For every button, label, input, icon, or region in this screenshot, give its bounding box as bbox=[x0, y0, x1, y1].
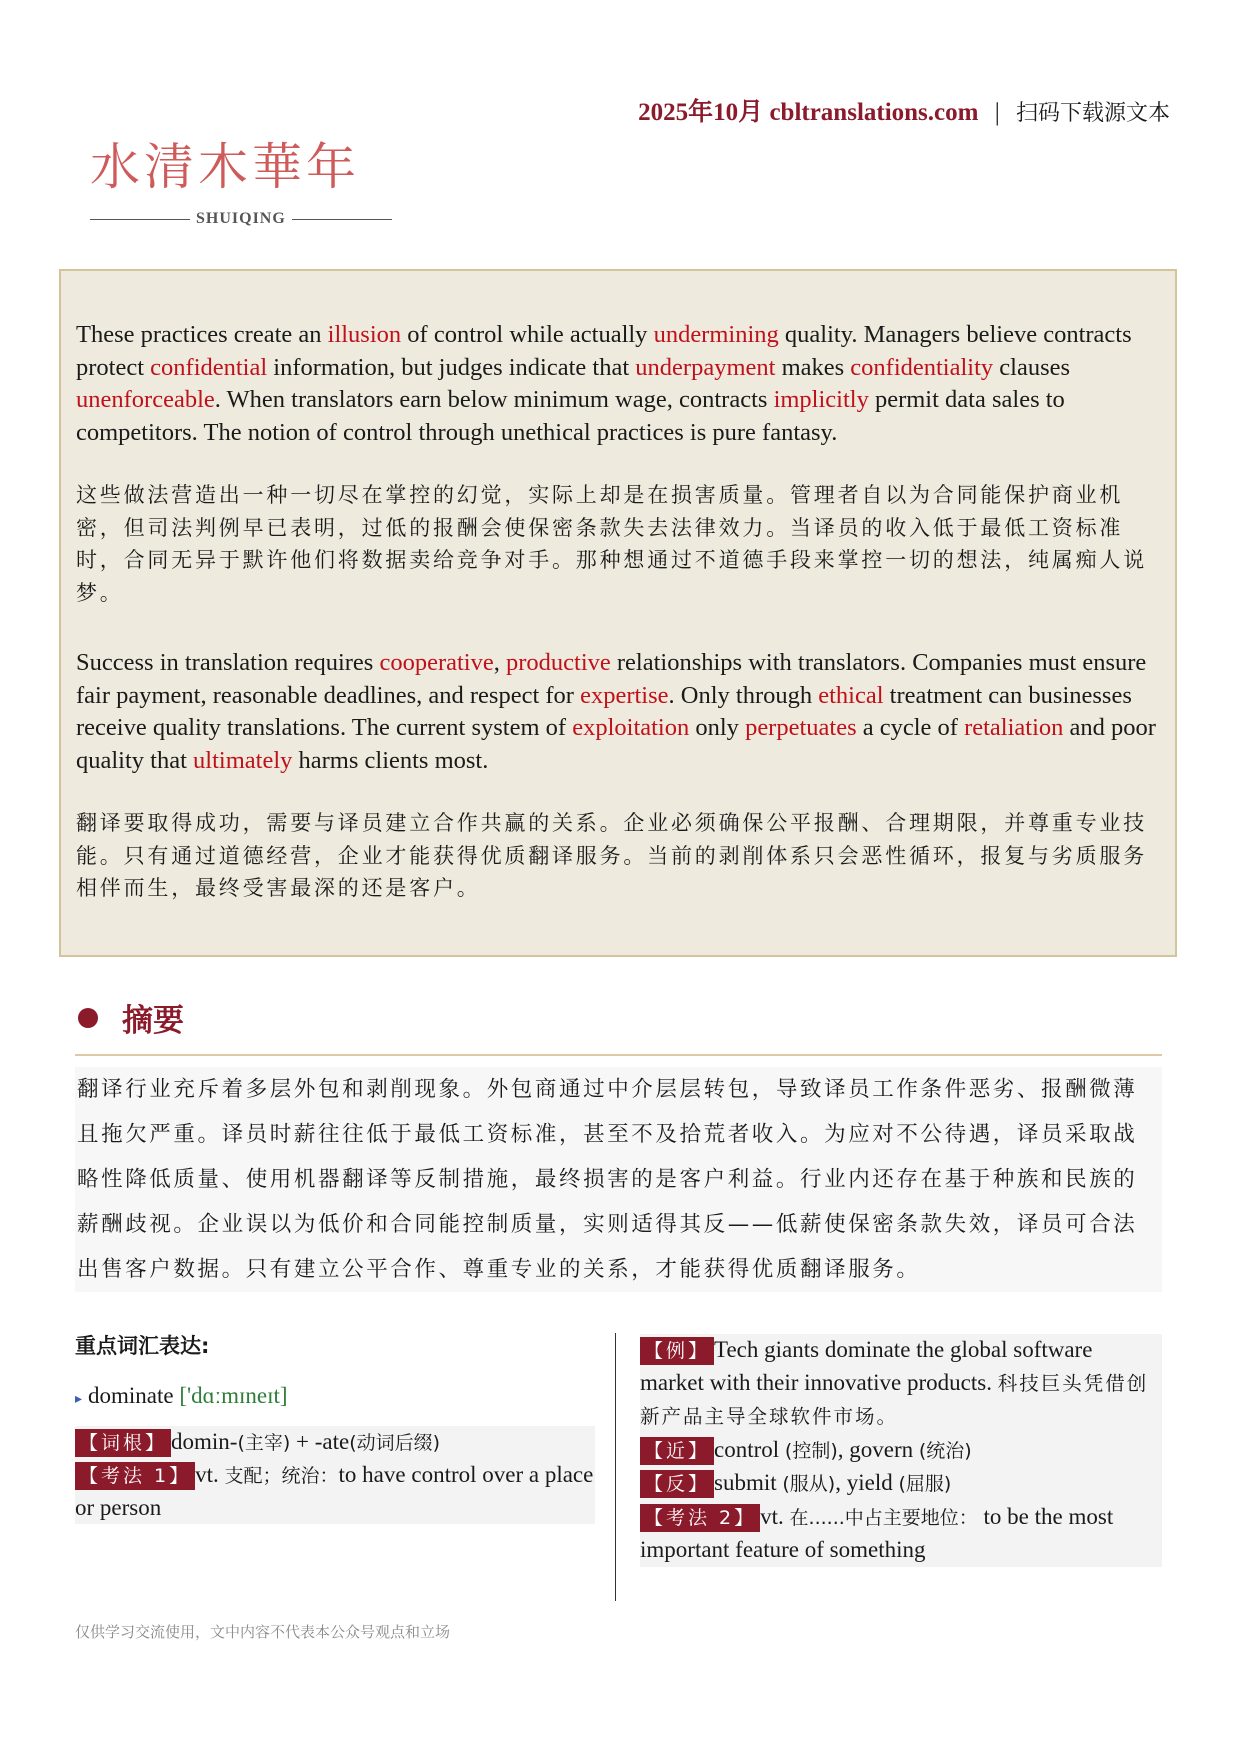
footer-disclaimer: 仅供学习交流使用，文中内容不代表本公众号观点和立场 bbox=[75, 1623, 451, 1641]
synonym-1: control bbox=[714, 1436, 785, 1462]
paragraph-text: quality. Managers believe contracts protect bbox=[76, 321, 1132, 381]
arrow-icon: ▸ bbox=[75, 1392, 83, 1407]
headword-line bbox=[75, 1380, 595, 1416]
summary-title: 摘要 bbox=[122, 1003, 184, 1039]
antonym-1-meaning: (服从) bbox=[782, 1473, 836, 1495]
paragraph-text: only bbox=[689, 714, 746, 741]
paragraph-text: . When translators earn below minimum wage, contracts bbox=[214, 386, 774, 413]
english-paragraph-2 bbox=[76, 647, 1159, 777]
paragraph-text: , bbox=[493, 649, 506, 676]
kaofa-2-chinese: 在......中占主要地位： bbox=[789, 1506, 978, 1529]
paragraph-text: of control while actually bbox=[401, 321, 654, 348]
antonym-1: submit bbox=[714, 1470, 783, 1495]
vocab-word: undermining bbox=[653, 321, 779, 348]
paragraph-text: treatment can businesses receive quality translations. The current system of bbox=[76, 681, 1132, 741]
paragraph-text: permit data sales to competitors. The notion of control through unethical practices is pure fantasy. bbox=[76, 386, 1065, 446]
site-link[interactable]: cbltranslations.com bbox=[769, 99, 979, 126]
issue-date: 2025年10月 bbox=[638, 99, 764, 126]
kaofa-2-pos: vt. bbox=[760, 1503, 790, 1529]
vocab-word: productive bbox=[505, 649, 611, 676]
vocab-word: implicitly bbox=[773, 386, 869, 413]
example-chinese: 科技巨头凭借创新产品主导全球软件市场。 bbox=[640, 1371, 1149, 1428]
root-line bbox=[75, 1426, 595, 1459]
kaofa-1-english: to have control over a place or person bbox=[75, 1462, 594, 1520]
logo-subtitle bbox=[90, 210, 410, 228]
vocab-word: cooperative bbox=[379, 649, 494, 676]
headword: dominate bbox=[88, 1383, 174, 1408]
kaofa-2-line bbox=[640, 1501, 1162, 1567]
root-part-2: + -ate bbox=[290, 1429, 350, 1454]
vocab-word: confidentiality bbox=[850, 353, 994, 381]
summary-heading bbox=[75, 995, 1162, 1056]
vocab-word: exploitation bbox=[572, 714, 690, 741]
phonetic: ['dɑːmɪneɪt] bbox=[179, 1383, 288, 1408]
paragraph-text: a cycle of bbox=[856, 714, 965, 741]
kaofa-1-pos: vt. bbox=[195, 1462, 225, 1487]
antonym-2: , yield bbox=[835, 1470, 899, 1495]
vocab-word: perpetuates bbox=[745, 714, 857, 741]
vocab-word: illusion bbox=[327, 321, 402, 348]
kaofa-2-tag: 【考法 2】 bbox=[640, 1504, 760, 1532]
kaofa-1-chinese: 支配；统治： bbox=[224, 1465, 339, 1487]
root-tag: 【词根】 bbox=[75, 1429, 171, 1457]
vocab-word: confidential bbox=[150, 353, 268, 381]
logo-rule-right bbox=[292, 219, 392, 220]
logo-rule-left bbox=[90, 219, 190, 220]
paragraph-text: Success in translation requires bbox=[76, 649, 380, 676]
download-source-text: 扫码下载源文本 bbox=[1015, 100, 1170, 125]
synonym-1-meaning: (控制) bbox=[784, 1439, 838, 1462]
logo-chinese-wordmark: 水清木華年 bbox=[90, 138, 360, 196]
example-english: Tech giants dominate the global software market with their innovative products. bbox=[640, 1337, 1093, 1395]
vocabulary-right-column bbox=[640, 1334, 1162, 1567]
kaofa-2-english: to be the most important feature of something bbox=[640, 1503, 1114, 1562]
synonym-2: , govern bbox=[837, 1436, 919, 1462]
paragraph-text: clauses bbox=[993, 353, 1071, 381]
passage-box bbox=[59, 269, 1177, 957]
bullet-dot-icon bbox=[78, 1008, 98, 1028]
english-paragraph-1 bbox=[76, 319, 1159, 449]
paragraph-text: . Only through bbox=[668, 681, 819, 709]
vocab-word: ultimately bbox=[193, 746, 293, 774]
paragraph-text: These practices create an bbox=[76, 321, 328, 348]
vocabulary-title: 重点词汇表达: bbox=[75, 1334, 210, 1358]
paragraph-text: harms clients most. bbox=[292, 746, 489, 774]
paragraph-text: information, but judges indicate that bbox=[267, 353, 636, 381]
synonym-2-meaning: (统治) bbox=[918, 1439, 972, 1462]
paragraph-text: relationships with translators. Companies must ensure fair payment, reasonable deadlines, and respect for bbox=[76, 649, 1147, 709]
root-part-1-meaning: (主宰) bbox=[237, 1432, 291, 1454]
example-tag: 【例】 bbox=[640, 1337, 714, 1365]
antonym-tag: 【反】 bbox=[640, 1470, 714, 1498]
paragraph-text: and poor quality that bbox=[76, 714, 1156, 774]
summary-body: 翻译行业充斥着多层外包和剥削现象。外包商通过中介层层转包，导致译员工作条件恶劣、报酬微薄且拖欠严重。译员时薪往往低于最低工资标准，甚至不及拾荒者收入。为应对不公待遇，译员采取战略性降低质量、使用机器翻译等反制措施，最终损害的是客户利益。行业内还存在基于种族和民族的薪酬歧视。企业误以为低价和合同能控制质量，实则适得其反——低薪使保密条款失效，译员可合法出售客户数据。只有建立公平合作、尊重专业的关系，才能获得优质翻译服务。 bbox=[75, 1067, 1162, 1292]
root-and-definition bbox=[75, 1426, 595, 1524]
paragraph-text: makes bbox=[775, 353, 851, 381]
vocab-word: retaliation bbox=[964, 714, 1064, 741]
kaofa-1-tag: 【考法 1】 bbox=[75, 1462, 195, 1490]
vocab-word: unenforceable bbox=[76, 386, 215, 413]
root-part-2-meaning: (动词后缀) bbox=[349, 1432, 441, 1454]
vocab-word: underpayment bbox=[635, 353, 776, 381]
vocab-word: ethical bbox=[818, 681, 884, 709]
chinese-translation-1: 这些做法营造出一种一切尽在掌控的幻觉，实际上却是在损害质量。管理者自以为合同能保护商业机密，但司法判例早已表明，过低的报酬会使保密条款失去法律效力。当译员的收入低于最低工资标准时，合同无异于默许他们将数据卖给竞争对手。那种想通过不道德手段来掌控一切的想法，纯属痴人说梦。 bbox=[76, 483, 1147, 605]
header-separator: | bbox=[994, 99, 1000, 126]
column-divider bbox=[615, 1333, 616, 1601]
chinese-translation-2: 翻译要取得成功，需要与译员建立合作共赢的关系。企业必须确保公平报酬、合理期限，并尊重专业技能。只有通过道德经营，企业才能获得优质翻译服务。当前的剥削体系只会恶性循环，报复与劣质服务相伴而生，最终受害最深的还是客户。 bbox=[76, 811, 1147, 900]
vocabulary-left-column bbox=[75, 1330, 595, 1524]
synonym-line bbox=[640, 1434, 1162, 1468]
example-line bbox=[640, 1334, 1162, 1434]
logo-english: SHUIQING bbox=[196, 210, 286, 227]
synonym-tag: 【近】 bbox=[640, 1437, 714, 1465]
vocab-word: expertise bbox=[580, 681, 669, 709]
kaofa-1-line bbox=[75, 1459, 595, 1524]
antonym-line bbox=[640, 1467, 1162, 1501]
antonym-2-meaning: (屈服) bbox=[898, 1473, 952, 1495]
header-bar bbox=[638, 92, 1170, 128]
root-part-1: domin- bbox=[171, 1429, 238, 1454]
brand-logo bbox=[90, 138, 410, 228]
